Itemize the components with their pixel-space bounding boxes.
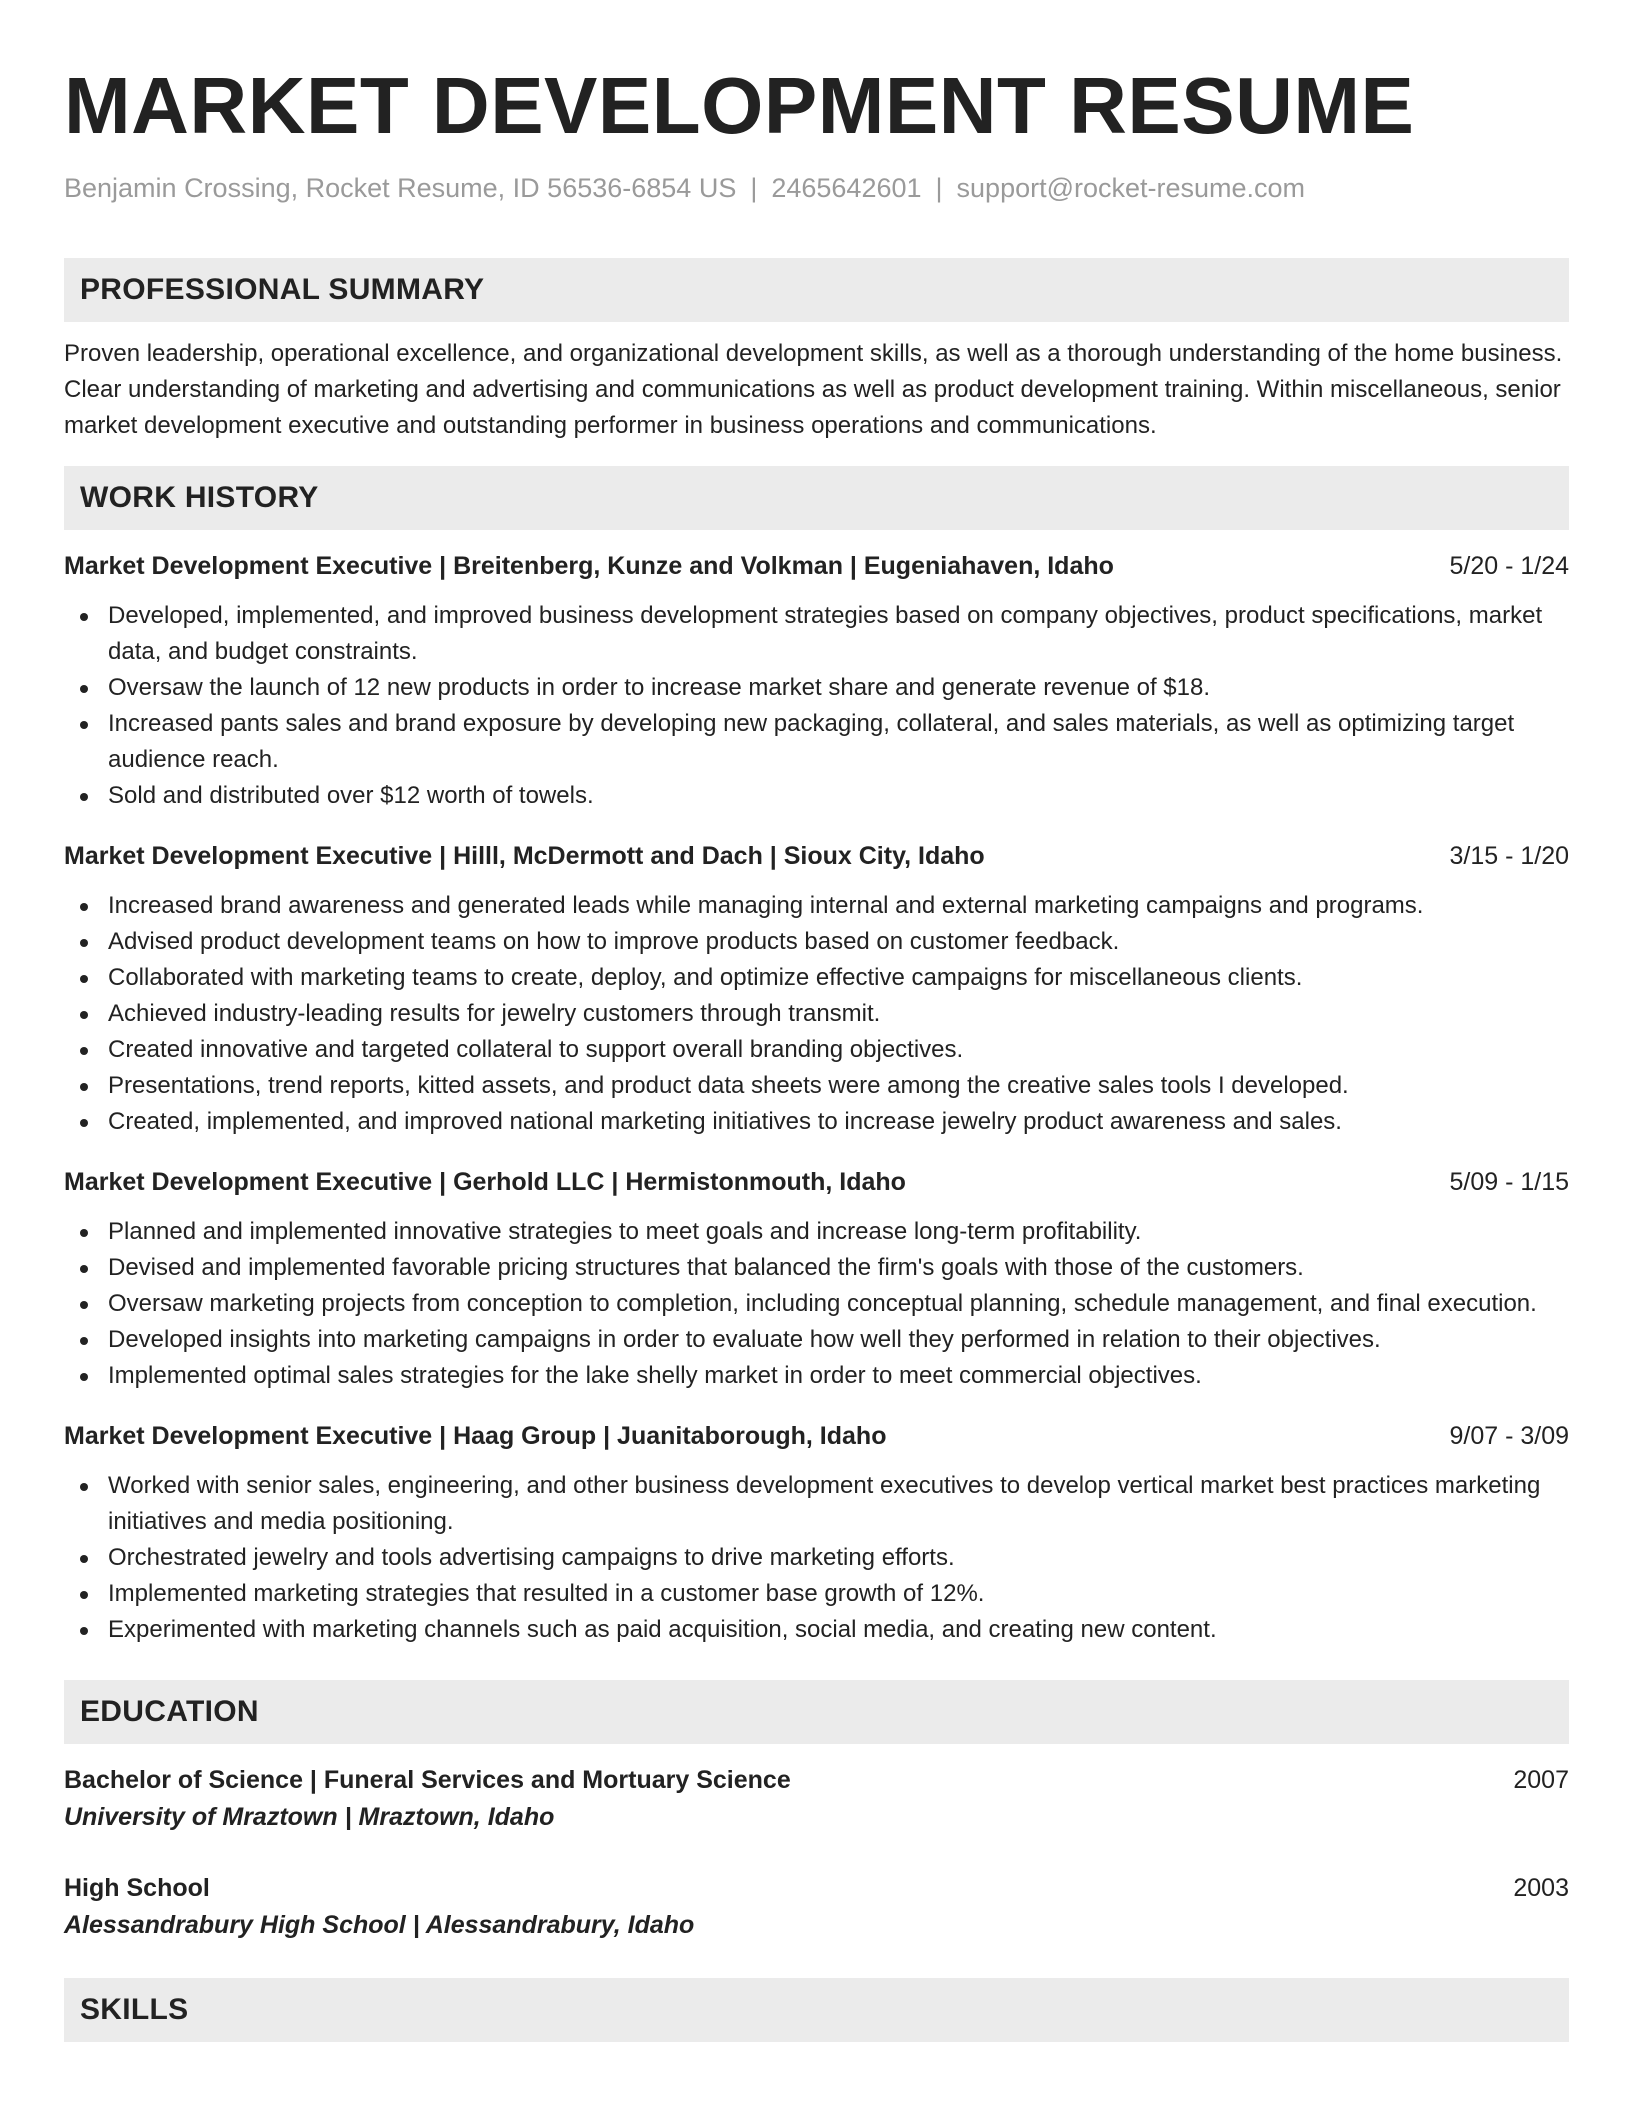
resume-title: MARKET DEVELOPMENT RESUME <box>64 61 1415 150</box>
job-bullet: Created, implemented, and improved national marketing initiatives to increase jewelry product awareness and sales. <box>64 1104 1569 1140</box>
job-title: Market Development Executive | Gerhold LLC | Hermistonmouth, Idaho <box>64 1168 906 1196</box>
job-bullet: Implemented marketing strategies that resulted in a customer base growth of 12%. <box>64 1576 1569 1612</box>
contact-line <box>64 170 1569 206</box>
job-bullets <box>64 1468 1569 1648</box>
job-header <box>64 1164 1569 1200</box>
section-header-education: EDUCATION <box>64 1680 1569 1744</box>
summary-text: Proven leadership, operational excellence, and organizational development skills, as well as a thorough understanding of the home business. Clear understanding of marketing and advertising and communications as well as product development training. Within miscellaneous, senior market development executive and outstanding performer in business operations and communications. <box>64 340 1563 439</box>
contact-address: Benjamin Crossing, Rocket Resume, ID 56536-6854 US <box>64 173 737 203</box>
job-bullet: Created innovative and targeted collateral to support overall branding objectives. <box>64 1032 1569 1068</box>
education-year: 2007 <box>1513 1766 1569 1794</box>
education-year: 2003 <box>1513 1874 1569 1902</box>
education-school: University of Mraztown | Mraztown, Idaho <box>64 1803 555 1831</box>
job-dates: 5/09 - 1/15 <box>1449 1168 1569 1196</box>
job-bullet: Presentations, trend reports, kitted assets, and product data sheets were among the creative sales tools I developed. <box>64 1068 1569 1104</box>
job-header <box>64 838 1569 874</box>
job-title: Market Development Executive | Haag Group | Juanitaborough, Idaho <box>64 1422 887 1450</box>
job-header <box>64 1418 1569 1454</box>
job-bullet: Oversaw marketing projects from conception to completion, including conceptual planning, schedule management, and final execution. <box>64 1286 1569 1322</box>
job-entry <box>64 838 1569 1140</box>
job-bullet: Collaborated with marketing teams to create, deploy, and optimize effective campaigns for miscellaneous clients. <box>64 960 1569 996</box>
section-header-skills: SKILLS <box>64 1978 1569 2042</box>
education-degree: Bachelor of Science | Funeral Services and Mortuary Science <box>64 1766 791 1794</box>
section-header-work-history: WORK HISTORY <box>64 466 1569 530</box>
section-header-summary: PROFESSIONAL SUMMARY <box>64 258 1569 322</box>
job-bullet: Advised product development teams on how to improve products based on customer feedback. <box>64 924 1569 960</box>
education-entry <box>64 1870 1569 1944</box>
job-title: Market Development Executive | Hilll, McDermott and Dach | Sioux City, Idaho <box>64 842 985 870</box>
job-bullet: Devised and implemented favorable pricing structures that balanced the firm's goals with those of the customers. <box>64 1250 1569 1286</box>
job-bullets <box>64 1214 1569 1394</box>
job-bullet: Increased pants sales and brand exposure by developing new packaging, collateral, and sales materials, as well as optimizing target audience reach. <box>64 706 1569 778</box>
education-entry <box>64 1762 1569 1836</box>
job-bullet: Achieved industry-leading results for jewelry customers through transmit. <box>64 996 1569 1032</box>
education-header <box>64 1870 1569 1906</box>
contact-separator: | <box>750 173 758 203</box>
job-entry <box>64 548 1569 814</box>
job-header <box>64 548 1569 584</box>
education-degree: High School <box>64 1874 210 1902</box>
contact-email: support@rocket-resume.com <box>956 173 1306 203</box>
job-entry <box>64 1164 1569 1394</box>
job-bullet: Planned and implemented innovative strategies to meet goals and increase long-term profitability. <box>64 1214 1569 1250</box>
education-header <box>64 1762 1569 1798</box>
job-bullets <box>64 888 1569 1140</box>
job-bullet: Worked with senior sales, engineering, and other business development executives to develop vertical market best practices marketing initiatives and media positioning. <box>64 1468 1569 1540</box>
education-school: Alessandrabury High School | Alessandrabury, Idaho <box>64 1911 695 1939</box>
job-bullet: Increased brand awareness and generated leads while managing internal and external marketing campaigns and programs. <box>64 888 1569 924</box>
job-bullet: Experimented with marketing channels such as paid acquisition, social media, and creating new content. <box>64 1612 1569 1648</box>
contact-separator: | <box>935 173 943 203</box>
job-title: Market Development Executive | Breitenberg, Kunze and Volkman | Eugeniahaven, Idaho <box>64 552 1114 580</box>
job-dates: 9/07 - 3/09 <box>1449 1422 1569 1450</box>
job-bullet: Orchestrated jewelry and tools advertising campaigns to drive marketing efforts. <box>64 1540 1569 1576</box>
job-bullet: Developed insights into marketing campaigns in order to evaluate how well they performed in relation to their objectives. <box>64 1322 1569 1358</box>
contact-phone: 2465642601 <box>771 173 922 203</box>
job-bullets <box>64 598 1569 814</box>
job-bullet: Developed, implemented, and improved business development strategies based on company objectives, product specifications, market data, and budget constraints. <box>64 598 1569 670</box>
job-bullet: Implemented optimal sales strategies for the lake shelly market in order to meet commercial objectives. <box>64 1358 1569 1394</box>
job-entry <box>64 1418 1569 1648</box>
job-bullet: Sold and distributed over $12 worth of towels. <box>64 778 1569 814</box>
job-bullet: Oversaw the launch of 12 new products in order to increase market share and generate revenue of $18. <box>64 670 1569 706</box>
job-dates: 3/15 - 1/20 <box>1449 842 1569 870</box>
job-dates: 5/20 - 1/24 <box>1449 552 1569 580</box>
